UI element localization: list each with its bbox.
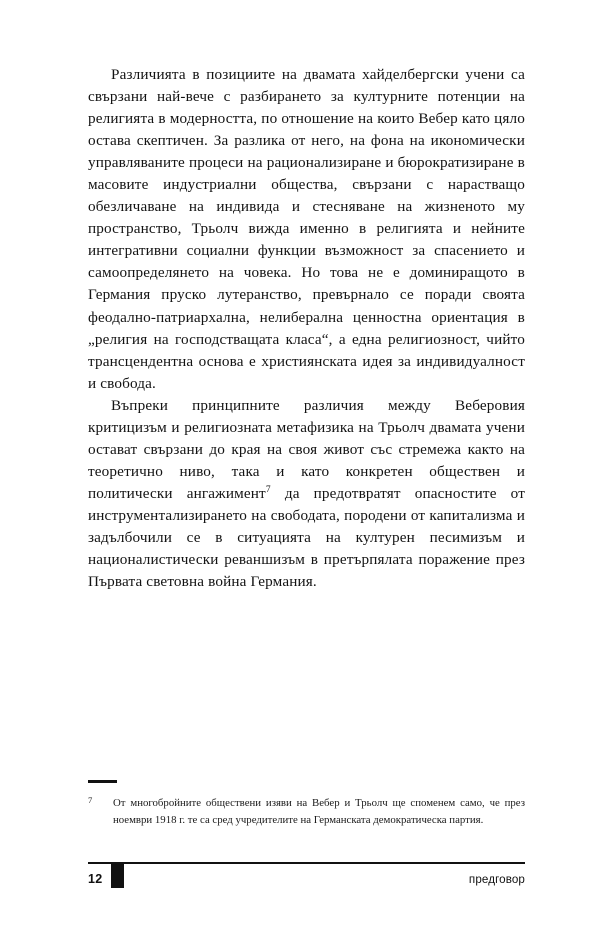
footer-horizontal-rule [88,862,525,864]
footnote-marker-7: 7 [88,795,93,806]
running-head: предговор [468,873,525,886]
footer-block-marker [111,862,124,888]
footnote-text: От многобройните обществени изяви на Вебер и Трьолч ще споменем само, че през ноември 1918 г. те са сред учредителите на Германската демократическа партия. [113,797,525,826]
paragraph-2-text-after-note: да предотвратят опасностите от инструментализирането на свободата, породени от капитализма и задълбочили се в ситуацията на културен песимизъм и националистически реваншизъм в претърпялата поражение през Първата световна война Германия. [88,484,526,591]
page-number: 12 [88,872,103,886]
paragraph-2 [88,395,525,593]
body-text-column [88,64,525,593]
footnote-item [88,795,525,827]
paragraph-2-text-before-note: Въпреки принципните различия между Веберовия критицизъм и религиозната метафизика на Трьолч двамата учени остават свързани до края на своя живот със стремежа както на теоретично ниво, така и като конкретен обществен и политически ангажимент [88,396,525,502]
footnote-reference-7[interactable]: 7 [265,484,271,495]
footnote-area [88,780,525,828]
paragraph-1 [88,64,525,395]
page-footer [88,862,525,902]
paragraph-1-text: Различията в позициите на двамата хайделбергски учени са свързани най-вече с разбирането за културните потенции на религията в модерността, по отношение на които Вебер като цяло остава скептичен. За разлика от него, на фона на икономически управляваните процеси на рационализиране и бюрократизиране в масовите индустриални общества, свързани с нарастващо обезличаване на индивида и стесняване на жизненото му пространство, Трьолч вижда именно в религията и нейните интегративни социални функции възможност за спасението и самоопределянето на човека. Но това не е доминиращото в Германия пруско лутеранство, превърнало се поради своята феодално-патриархална, нелиберална ценностна ориентация в „религия на господстващата класа“, а една религиозност, чийто трансцендентна основа е християнската идея за индивидуалност и свобода. [88,66,525,392]
footnote-separator-rule [88,780,117,783]
